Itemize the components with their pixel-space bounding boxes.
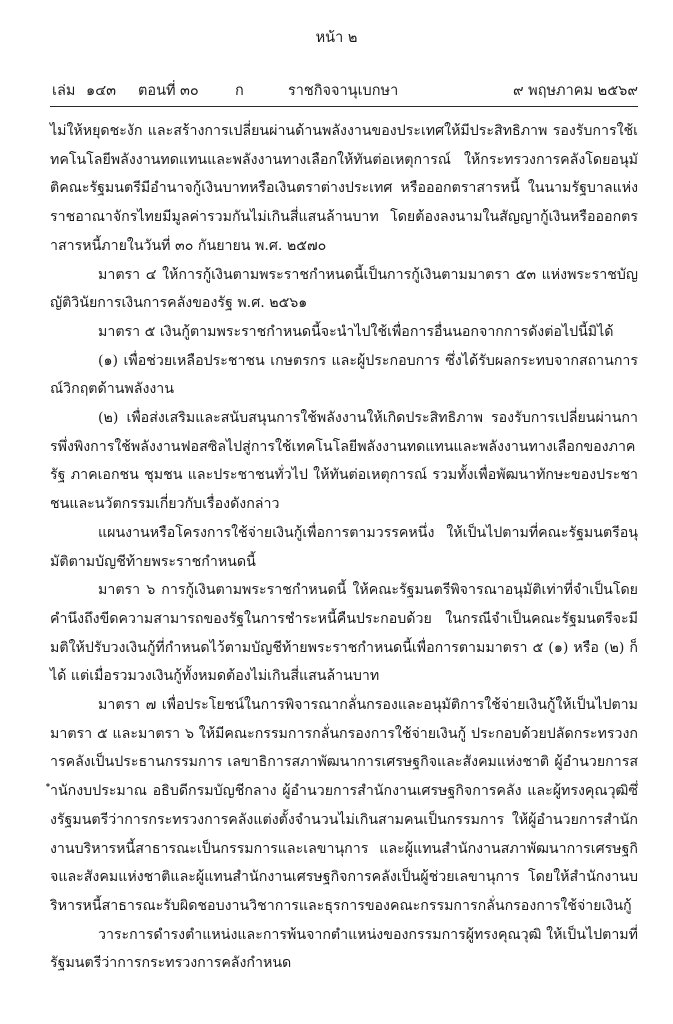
section-7-paragraph-2: วาระการดำรงตำแหน่งและการพ้นจากตำแหน่งของกรรมการผู้ทรงคุณวุฒิ ให้เป็นไปตามที่รัฐมนตรีว่าการกระทรวงการคลังกำหนด bbox=[50, 926, 638, 972]
document-body bbox=[50, 117, 638, 978]
volume-label: เล่ม bbox=[52, 83, 76, 99]
section-5: มาตรา ๕ เงินกู้ตามพระราชกำหนดนี้จะนำไปใช้เพื่อการอื่นนอกจากการดังต่อไปนี้มิได้ bbox=[98, 323, 614, 340]
part-letter: ก bbox=[235, 83, 244, 99]
section-4: มาตรา ๔ ให้การกู้เงินตามพระราชกำหนดนี้เป็นการกู้เงินตามมาตรา ๕๓ แห่งพระราชบัญญัติวินัยการเงินการคลังของรัฐ พ.ศ. ๒๕๖๑ bbox=[50, 266, 638, 312]
gazette-name: ราชกิจจานุเบกษา bbox=[288, 83, 399, 99]
section-number: ๓๐ bbox=[180, 83, 199, 99]
section-6: มาตรา ๖ การกู้เงินตามพระราชกำหนดนี้ ให้คณะรัฐมนตรีพิจารณาอนุมัติเท่าที่จำเป็นโดยคำนึงถึงขีดความสามารถของรัฐในการชำระหนี้คืนประกอบด้วย ในกรณีจำเป็นคณะรัฐมนตรีจะมีมติให้ปรับวงเงินกู้ที่กำหนดไว้ตามบัญชีท้ายพระราชกำหนดนี้เพื่อการตามมาตรา ๕ (๑) หรือ (๒) ก็ได้ แต่เมื่อรวมวงเงินกู้ทั้งหมดต้องไม่เกินสี่แสนล้านบาท bbox=[50, 582, 638, 685]
section-7: มาตรา ๗ เพื่อประโยชน์ในการพิจารณากลั่นกรองและอนุมัติการใช้จ่ายเงินกู้ให้เป็นไปตามมาตรา ๕ และมาตรา ๖ ให้มีคณะกรรมการกลั่นกรองการใช้จ่ายเงินกู้ ประกอบด้วยปลัดกระทรวงการคลังเป็นประธานกรรมการ เลขาธิการสภาพัฒนาการเศรษฐกิจและสังคมแห่งชาติ ผู้อำนวยการสำนักงบประมาณ อธิบดีกรมบัญชีกลาง ผู้อำนวยการสำนักงานเศรษฐกิจการคลัง และผู้ทรงคุณวุฒิซึ่งรัฐมนตรีว่าการกระทรวงการคลังแต่งตั้งจำนวนไม่เกินสามคนเป็นกรรมการ ให้ผู้อำนวยการสำนักงานบริหารหนี้สาธารณะเป็นกรรมการและเลขานุการ และผู้แทนสำนักงานสภาพัฒนาการเศรษฐกิจและสังคมแห่งชาติและผู้แทนสำนักงานเศรษฐกิจการคลังเป็นผู้ช่วยเลขานุการ โดยให้สำนักงานบริหารหนี้สาธารณะรับผิดชอบงานวิชาการและธุรการของคณะกรรมการกลั่นกรองการใช้จ่ายเงินกู้ bbox=[50, 697, 638, 914]
header-divider bbox=[50, 106, 638, 107]
volume-number: ๑๔๓ bbox=[86, 83, 117, 99]
publication-date: ๙ พฤษภาคม ๒๕๖๙ bbox=[512, 83, 638, 99]
section-5-item-1: (๑) เพื่อช่วยเหลือประชาชน เกษตรกร และผู้ประกอบการ ซึ่งได้รับผลกระทบจากสถานการณ์วิกฤตด้านพลังงาน bbox=[50, 352, 638, 398]
running-header bbox=[52, 80, 638, 102]
section-5-paragraph-2: แผนงานหรือโครงการใช้จ่ายเงินกู้เพื่อการตามวรรคหนึ่ง ให้เป็นไปตามที่คณะรัฐมนตรีอนุมัติตามบัญชีท้ายพระราชกำหนดนี้ bbox=[50, 524, 638, 570]
paragraph-continuation: ไม่ให้หยุดชะงัก และสร้างการเปลี่ยนผ่านด้านพลังงานของประเทศให้มีประสิทธิภาพ รองรับการใช้เทคโนโลยีพลังงานทดแทนและพลังงานทางเลือกให้ทันต่อเหตุการณ์ ให้กระทรวงการคลังโดยอนุมัติคณะรัฐมนตรีมีอำนาจกู้เงินบาทหรือเงินตราต่างประเทศ หรือออกตราสารหนี้ ในนามรัฐบาลแห่งราชอาณาจักรไทยมีมูลค่ารวมกันไม่เกินสี่แสนล้านบาท โดยต้องลงนามในสัญญากู้เงินหรือออกตราสารหนี้ภายในวันที่ ๓๐ กันยายน พ.ศ. ๒๕๗๐ bbox=[50, 123, 638, 254]
section-label: ตอนที่ bbox=[138, 83, 176, 99]
page-number: หน้า ๒ bbox=[315, 30, 358, 46]
section-5-item-2: (๒) เพื่อส่งเสริมและสนับสนุนการใช้พลังงานให้เกิดประสิทธิภาพ รองรับการเปลี่ยนผ่านการพึ่งพิงการใช้พลังงานฟอสซิลไปสู่การใช้เทคโนโลยีพลังงานทดแทนและพลังงานทางเลือกของภาครัฐ ภาคเอกชน ชุมชน และประชาชนทั่วไป ให้ทันต่อเหตุการณ์ รวมทั้งเพื่อพัฒนาทักษะของประชาชนและนวัตกรรมเกี่ยวกับเรื่องดังกล่าว bbox=[50, 410, 638, 513]
